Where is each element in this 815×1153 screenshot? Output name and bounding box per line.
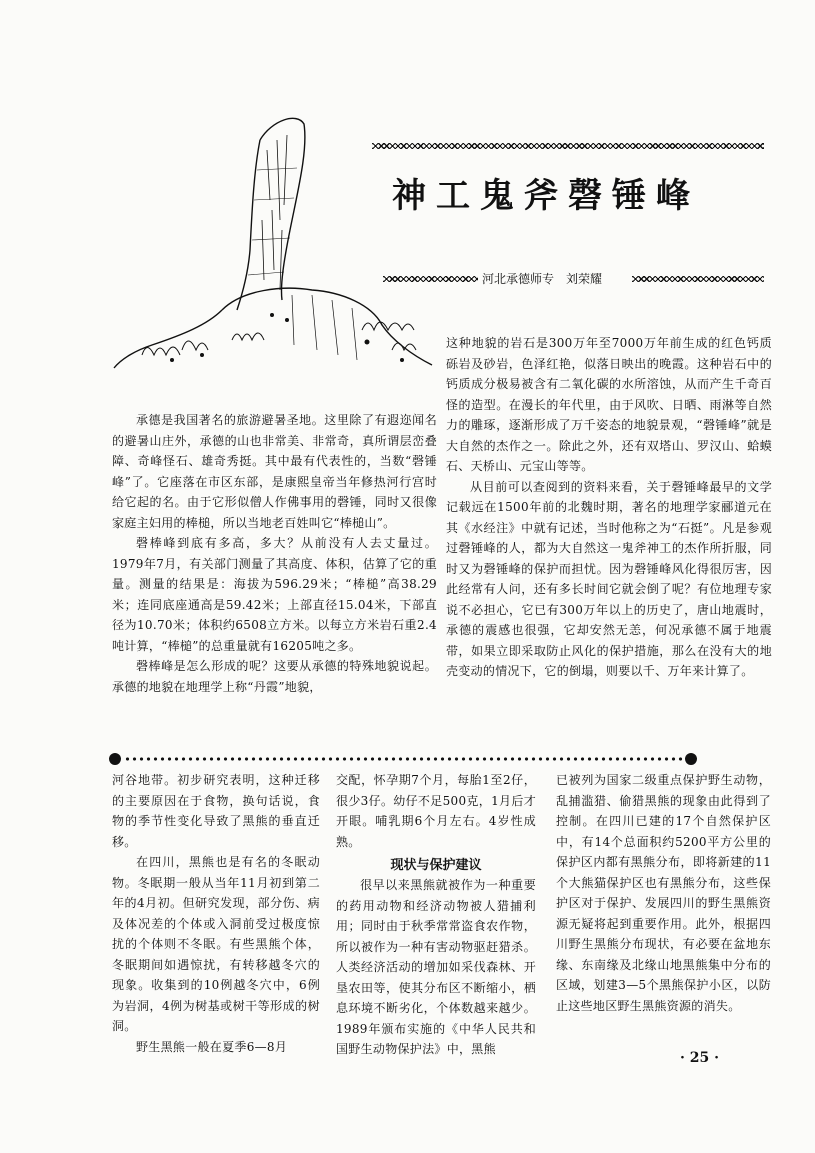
article-right-column [446, 333, 772, 682]
title-top-rule [372, 143, 764, 149]
article-author: 河北承德师专 刘荣耀 [482, 272, 603, 286]
paragraph: 很早以来黑熊就被作为一种重要的药用动物和经济动物被人猎捕利用；同时由于秋季常常盗食农作物，所以被作为一种有害动物驱赶猎杀。人类经济活动的增加如采伐森林、开垦农田等，使其分布区不断缩小，栖息环境不断劣化，个体数越来越少。1989年颁布实施的《中华人民共和国野生动物保护法》中，黑熊 [336, 878, 536, 1056]
paragraph: 在四川，黑熊也是有名的冬眠动物。冬眠期一般从当年11月初到第二年的4月初。但研究发现，部分伤、病及体况差的个体或入洞前受过极度惊扰的个体则不冬眠。有些黑熊个体，冬眠期间如遇惊扰，有转移越冬穴的现象。收集到的10例越冬穴中，6例为岩洞，4例为树基或树干等形成的树洞。 [112, 855, 320, 1033]
author-rule-left [383, 276, 478, 282]
article-left-column [112, 410, 437, 697]
paragraph: 承德是我国著名的旅游避暑圣地。这里除了有遐迩闻名的避暑山庄外，承德的山也非常美、非常奇，真所谓层峦叠障、奇峰怪石、雄奇秀挺。其中最有代表性的，当数“磬锤峰”了。它座落在市区东部，是康熙皇帝当年修热河行宫时给它起的名。由于它形似僧人作佛事用的磬锤，同时又很像家庭主妇用的棒槌，所以当地老百姓叫它“棒槌山”。 [112, 413, 437, 530]
article-title: 神工鬼斧磬锤峰 [392, 176, 700, 216]
page-number: · 25 · [680, 1050, 719, 1066]
paragraph: 交配，怀孕期7个月，每胎1至2仔，很少3仔。幼仔不足500克，1月后才开眼。哺乳期6个月左右。4岁性成熟。 [336, 773, 536, 849]
paragraph: 从目前可以查阅到的资料来看，关于磬锤峰最早的文学记载远在1500年前的北魏时期，著名的地理学家郦道元在其《水经注》中就有记述，当时他称之为“石挺”。凡是参观过磬锤峰的人，都为大自然这一鬼斧神工的杰作所折服，同时又为磬锤峰的保护而担忧。因为磬锤峰风化得很厉害，因此经常有人问，还有多长时间它就会倒了呢？有位地理专家说不必担心，它已有300万年以上的历史了，唐山地震时，承德的震感也很强，它却安然无恙，何况承德不属于地震带，如果立即采取防止风化的保护措施，那么在没有大的地壳变动的情况下，它的倒塌，则要以千、万年来计算了。 [446, 479, 772, 678]
bear-column-2 [336, 770, 536, 1060]
paragraph: 磬棒峰是怎么形成的呢？这要从承德的特殊地貌说起。承德的地貌在地理学上称“丹霞”地貌， [112, 659, 437, 694]
paragraph: 野生黑熊一般在夏季6—8月 [136, 1039, 288, 1054]
separator-dot-right [685, 753, 697, 765]
paragraph: 已被列为国家二级重点保护野生动物，乱捕滥猎、偷猎黑熊的现象由此得到了控制。在四川已建的17个自然保护区中，有14个总面积约5200平方公里的保护区内都有黑熊分布，即将新建的11个大熊猫保护区也有黑熊分布，这些保护区对于保护、发展四川的野生黑熊资源无疑将起到重要作用。此外，根据四川野生黑熊分布现状，有必要在盆地东缘、东南缘及北缘山地黑熊集中分布的区域，划建3—5个黑熊保护小区，以防止这些地区野生黑熊资源的消失。 [556, 773, 771, 1013]
author-rule-right [632, 276, 764, 282]
bear-column-1 [112, 770, 320, 1057]
paragraph: 这种地貌的岩石是300万年至7000万年前生成的红色钙质砾岩及砂岩，色泽红艳，似落日映出的晚霞。这种岩石中的钙质成分极易被含有二氧化碳的水所溶蚀，从而产生千奇百怪的造型。在漫长的年代里，由于风吹、日晒、雨淋等自然力的雕琢，逐渐形成了万千姿态的地貌景观，“磬锤峰”就是大自然的杰作之一。除此之外，还有双塔山、罗汉山、蛤蟆石、天桥山、元宝山等等。 [446, 336, 772, 473]
separator-dot-left [109, 753, 121, 765]
paragraph: 磬棒峰到底有多高，多大？从前没有人去丈量过。1979年7月，有关部门测量了其高度、体积，估算了它的重量。测量的结果是：海拔为596.29米；“棒槌”高38.29米；连同底座通高是59.42米；上部直径15.04米，下部直径为10.70米；体积约6508立方米。以每立方米岩石重2.4吨计算，“棒槌”的总重量就有16205吨之多。 [112, 536, 437, 653]
bear-column-3 [556, 770, 771, 1016]
section-separator [124, 755, 684, 763]
section-heading: 现状与保护建议 [390, 858, 482, 873]
rock-pillar-illustration [112, 110, 482, 380]
paragraph: 河谷地带。初步研究表明，这种迁移的主要原因在于食物，换句话说，食物的季节性变化导致了黑熊的垂直迁移。 [112, 773, 320, 849]
